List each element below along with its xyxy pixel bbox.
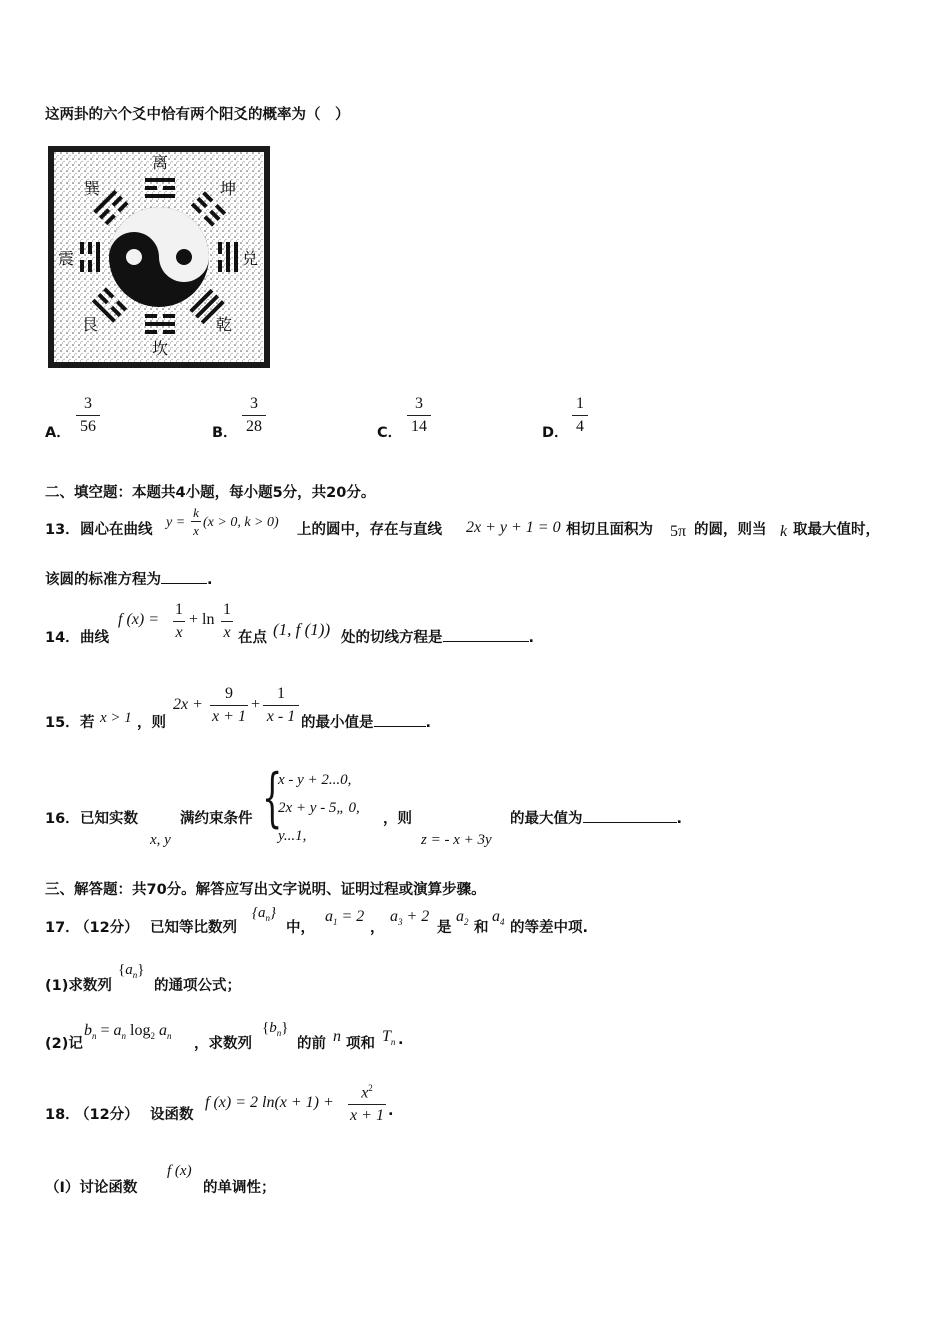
trigram-label-zhen: 震	[58, 249, 75, 268]
q15-text-3: 的最小值是 .	[301, 711, 431, 732]
q13-text-3: 相切且面积为	[566, 522, 653, 538]
trigram-label-qian: 乾	[216, 315, 233, 334]
q15-frac-2: 1 x - 1	[263, 684, 299, 727]
q17-part-2-text-1: ，求数列	[194, 1036, 252, 1052]
q15-frac-1: 9 x + 1	[210, 684, 248, 727]
q14-text-2: 在点	[238, 630, 267, 646]
q18-score: （12分）	[75, 1107, 139, 1123]
q13-line-eq: 2x + y + 1 = 0	[466, 519, 561, 536]
q17-text-3: 是	[437, 920, 452, 936]
q17-number: 17．	[45, 920, 80, 936]
q16-text-1: 已知实数	[80, 811, 138, 827]
q13-text-4: 的圆，则当	[694, 522, 767, 538]
option-d-fraction: 1 4	[572, 394, 588, 437]
bagua-taiji-figure	[48, 146, 270, 368]
q16-constraint-2: 2x + y - 5„ 0,	[278, 800, 360, 816]
q13-area: 5π	[670, 523, 687, 540]
q16-brace: {	[262, 761, 283, 835]
q17-part-2-seq: $\{b_n\}$	[262, 1020, 289, 1038]
section-3-header: 三、解答题：共70分。解答应写出文字说明、证明过程或演算步骤。	[45, 882, 486, 898]
q18-number: 18．	[45, 1107, 80, 1123]
q15-text-1: 若	[80, 715, 95, 731]
q18-function: f (x) = 2 ln(x + 1) +	[205, 1094, 334, 1111]
q13-number: 13．	[45, 522, 80, 538]
q17-part-2-text-3: 项和	[346, 1036, 375, 1052]
q16-text-3: ，则	[383, 811, 412, 827]
option-d-letter: D．	[542, 425, 569, 441]
q16-text-4: 的最大值为 .	[510, 807, 682, 828]
question-12-stem: 这两卦的六个爻中恰有两个阳爻的概率为（ ）	[45, 107, 350, 123]
q17-a2: $a_2$	[456, 908, 469, 928]
q16-constraint-1: x - y + 2...0,	[278, 772, 352, 788]
q18-part-1-text: 的单调性；	[203, 1180, 276, 1196]
q17-sequence-an: $\{a_n\}$	[252, 905, 276, 923]
q18-part-1-label: （Ⅰ）讨论函数	[45, 1180, 138, 1196]
q17-comma: ，	[370, 920, 385, 936]
trigram-label-li: 离	[152, 153, 169, 172]
q16-number: 16．	[45, 811, 80, 827]
q14-fx: f (x) =	[118, 611, 159, 628]
q14-frac-1: 1 x	[175, 601, 183, 641]
q13-text-1: 圆心在曲线	[80, 522, 153, 538]
q17-part-2-text-4: .	[398, 1032, 404, 1048]
q17-a1: $a_1 = 2$	[325, 908, 365, 928]
q14-frac-2: 1 x	[223, 601, 231, 641]
q17-part-1-label: (1)求数列	[45, 978, 112, 994]
q17-text-2: 中，	[286, 920, 315, 936]
q13-text-5: 取最大值时，	[793, 522, 880, 538]
trigram-label-gen: 艮	[82, 315, 99, 334]
q16-vars: x, y	[150, 832, 171, 848]
q15-plus: +	[251, 696, 261, 713]
option-a-letter: A．	[45, 425, 71, 441]
q16-text-2: 满约束条件	[180, 811, 253, 827]
q17-part-1-seq: $\{a_n\}$	[118, 962, 145, 980]
q18-text-1: 设函数	[150, 1107, 194, 1123]
q17-score: （12分）	[75, 920, 139, 936]
trigram-label-xun: 巽	[84, 179, 101, 198]
q18-frac: $x^2$ x + 1	[348, 1078, 386, 1126]
q17-part-2-text-2: 的前	[297, 1036, 326, 1052]
q15-expr: 2x +	[173, 696, 203, 713]
q14-number: 14．	[45, 630, 80, 646]
q13-text-2: 上的圆中，存在与直线	[297, 522, 442, 538]
section-2-header: 二、填空题：本题共4小题，每小题5分，共20分。	[45, 485, 376, 501]
q15-number: 15．	[45, 715, 80, 731]
q15-condition: x > 1	[100, 710, 132, 726]
q14-text-3: 处的切线方程是 .	[341, 626, 534, 647]
q15-text-2: ，则	[137, 715, 166, 731]
trigram-label-kun: 坤	[220, 179, 237, 198]
q13-condition: (x > 0, k > 0)	[203, 515, 279, 530]
q17-part-2-label: (2)记	[45, 1036, 83, 1052]
q17-a3: $a_3 + 2$	[390, 908, 430, 928]
q16-constraint-3: y...1,	[278, 828, 307, 844]
q17-text-4: 和	[474, 920, 489, 936]
q17-part-2-n: n	[333, 1028, 341, 1045]
q13-k-over-x: k x	[191, 505, 201, 538]
q14-plus-ln: + ln	[189, 611, 215, 628]
q17-text-5: 的等差中项.	[510, 920, 589, 936]
trigram-label-dui: 兑	[242, 249, 259, 268]
q17-part-1-text: 的通项公式；	[154, 978, 241, 994]
q17-part-2-Tn: $T_n$	[382, 1028, 396, 1048]
q13-line-2: 该圆的标准方程为 .	[45, 568, 213, 589]
q18-period: .	[388, 1103, 394, 1119]
trigram-label-kan: 坎	[152, 339, 169, 358]
q13-k-var: k	[780, 523, 788, 540]
q13-y-eq: y =	[166, 515, 186, 530]
option-c-letter: C．	[377, 425, 403, 441]
q17-text-1: 已知等比数列	[150, 920, 237, 936]
option-b-fraction: 3 28	[242, 394, 266, 437]
option-a-fraction: 3 56	[76, 394, 100, 437]
q16-objective: z = - x + 3y	[421, 832, 492, 848]
q18-part-1-fx: f (x)	[167, 1163, 192, 1179]
q17-a4: $a_4$	[492, 908, 505, 928]
option-c-fraction: 3 14	[407, 394, 431, 437]
q17-part-2-bn-def: $b_n = a_n$ $\log_2 a_n$	[84, 1022, 172, 1042]
option-b-letter: B．	[212, 425, 238, 441]
q14-point: (1, f (1))	[273, 620, 331, 639]
q14-text-1: 曲线	[80, 630, 109, 646]
